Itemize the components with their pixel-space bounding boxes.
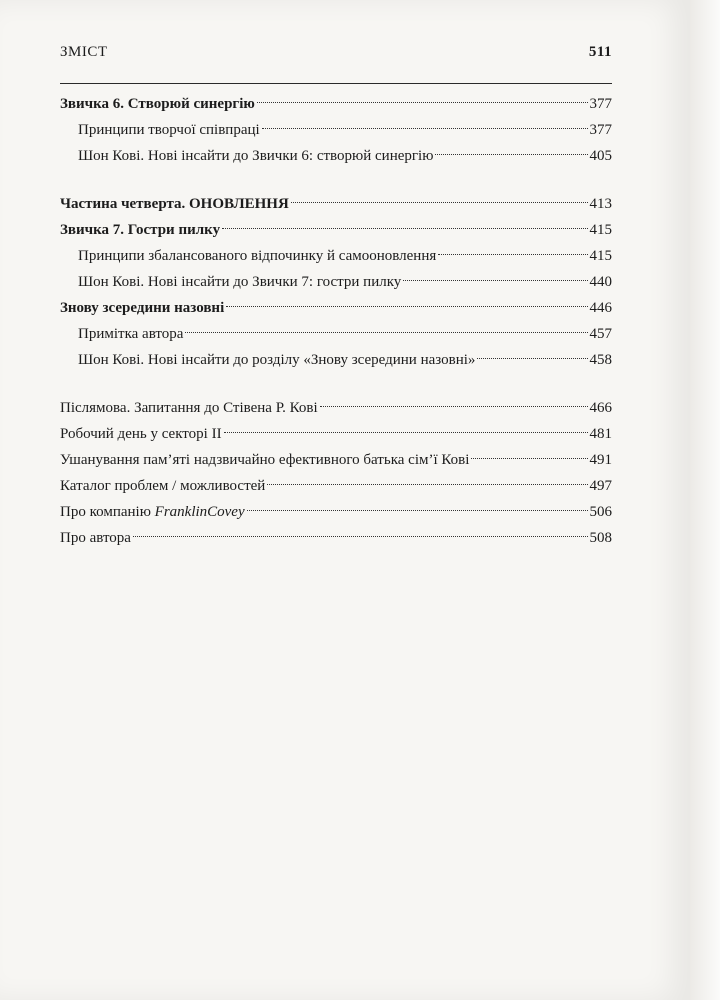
- toc-entry-title: Звичка 6. Створюй синергію: [60, 96, 255, 112]
- page-number: 511: [588, 44, 612, 60]
- toc-entry-afterword: [60, 395, 612, 421]
- toc-entry-title: Принципи збалансованого відпочинку й самооновлення: [78, 248, 437, 264]
- toc-entry: [60, 321, 612, 347]
- dot-leader: [403, 280, 587, 281]
- toc-entry-page: 508: [589, 530, 612, 546]
- toc-entry-title: Частина четверта. ОНОВЛЕННЯ: [60, 196, 289, 212]
- toc-entry-title: Примітка автора: [78, 326, 184, 342]
- toc-entry-page: 415: [589, 222, 612, 238]
- toc-entry: [60, 473, 612, 499]
- dot-leader: [257, 102, 588, 103]
- toc-entry: [60, 525, 612, 551]
- section-title: ЗМІСТ: [60, 44, 108, 60]
- toc-entry-title: Принципи творчої співпраці: [78, 122, 260, 138]
- toc-entry-page: 491: [589, 452, 612, 468]
- toc-entry-title: [60, 499, 245, 525]
- toc-entry: [60, 347, 612, 373]
- toc-entry-page: 415: [589, 248, 612, 264]
- toc-entry-title: Звичка 7. Гостри пилку: [60, 222, 221, 238]
- toc-entry-page: 440: [589, 274, 612, 290]
- toc-entry-page: 466: [589, 400, 612, 416]
- toc-entry-title: Знову зсередини назовні: [60, 300, 225, 316]
- toc-entry: [60, 243, 612, 269]
- toc-entry-habit-7: [60, 217, 612, 243]
- toc-entry-part-four: [60, 191, 612, 217]
- toc-entry-page: 481: [589, 426, 612, 442]
- toc-entry-title-prefix: Про компанію: [60, 504, 155, 520]
- dot-leader: [438, 254, 587, 255]
- toc-entry: [60, 421, 612, 447]
- header-rule: [60, 83, 612, 84]
- dot-leader: [247, 510, 588, 511]
- dot-leader: [291, 202, 588, 203]
- dot-leader: [477, 358, 587, 359]
- toc-entry-inside-out: [60, 295, 612, 321]
- toc-entry-page: 446: [589, 300, 612, 316]
- toc-entry-title: Післямова. Запитання до Стівена Р. Кові: [60, 400, 318, 416]
- table-of-contents: [60, 91, 612, 551]
- toc-entry: [60, 269, 612, 295]
- toc-entry-habit-6: [60, 91, 612, 117]
- running-head: [60, 44, 612, 61]
- toc-entry-page: 377: [589, 122, 612, 138]
- toc-entry-title: Ушанування пам’яті надзвичайно ефективного батька сім’ї Кові: [60, 452, 470, 468]
- dot-leader: [185, 332, 587, 333]
- toc-entry-title: Шон Кові. Нові інсайти до Звички 7: гостри пилку: [78, 274, 402, 290]
- toc-entry-page: 413: [589, 196, 612, 212]
- dot-leader: [471, 458, 587, 459]
- toc-entry-title: Шон Кові. Нові інсайти до розділу «Знову зсередини назовні»: [78, 352, 476, 368]
- dot-leader: [226, 306, 587, 307]
- toc-entry-page: 377: [589, 96, 612, 112]
- toc-entry-page: 458: [589, 352, 612, 368]
- toc-entry-title: Каталог проблем / можливостей: [60, 478, 266, 494]
- toc-entry: [60, 143, 612, 169]
- toc-entry-title: Про автора: [60, 530, 131, 546]
- toc-entry-page: 457: [589, 326, 612, 342]
- dot-leader: [262, 128, 588, 129]
- page-edge-shadow: [690, 0, 720, 1000]
- toc-entry: [60, 447, 612, 473]
- company-name: FranklinCovey: [154, 504, 245, 520]
- toc-entry-title: Шон Кові. Нові інсайти до Звички 6: створюй синергію: [78, 148, 434, 164]
- dot-leader: [435, 154, 587, 155]
- toc-entry-title: Робочий день у секторі II: [60, 426, 222, 442]
- toc-entry: [60, 117, 612, 143]
- toc-entry: [60, 499, 612, 525]
- dot-leader: [222, 228, 587, 229]
- dot-leader: [224, 432, 588, 433]
- toc-entry-page: 497: [589, 478, 612, 494]
- toc-entry-page: 506: [589, 504, 612, 520]
- dot-leader: [133, 536, 588, 537]
- dot-leader: [267, 484, 587, 485]
- dot-leader: [320, 406, 588, 407]
- toc-entry-page: 405: [589, 148, 612, 164]
